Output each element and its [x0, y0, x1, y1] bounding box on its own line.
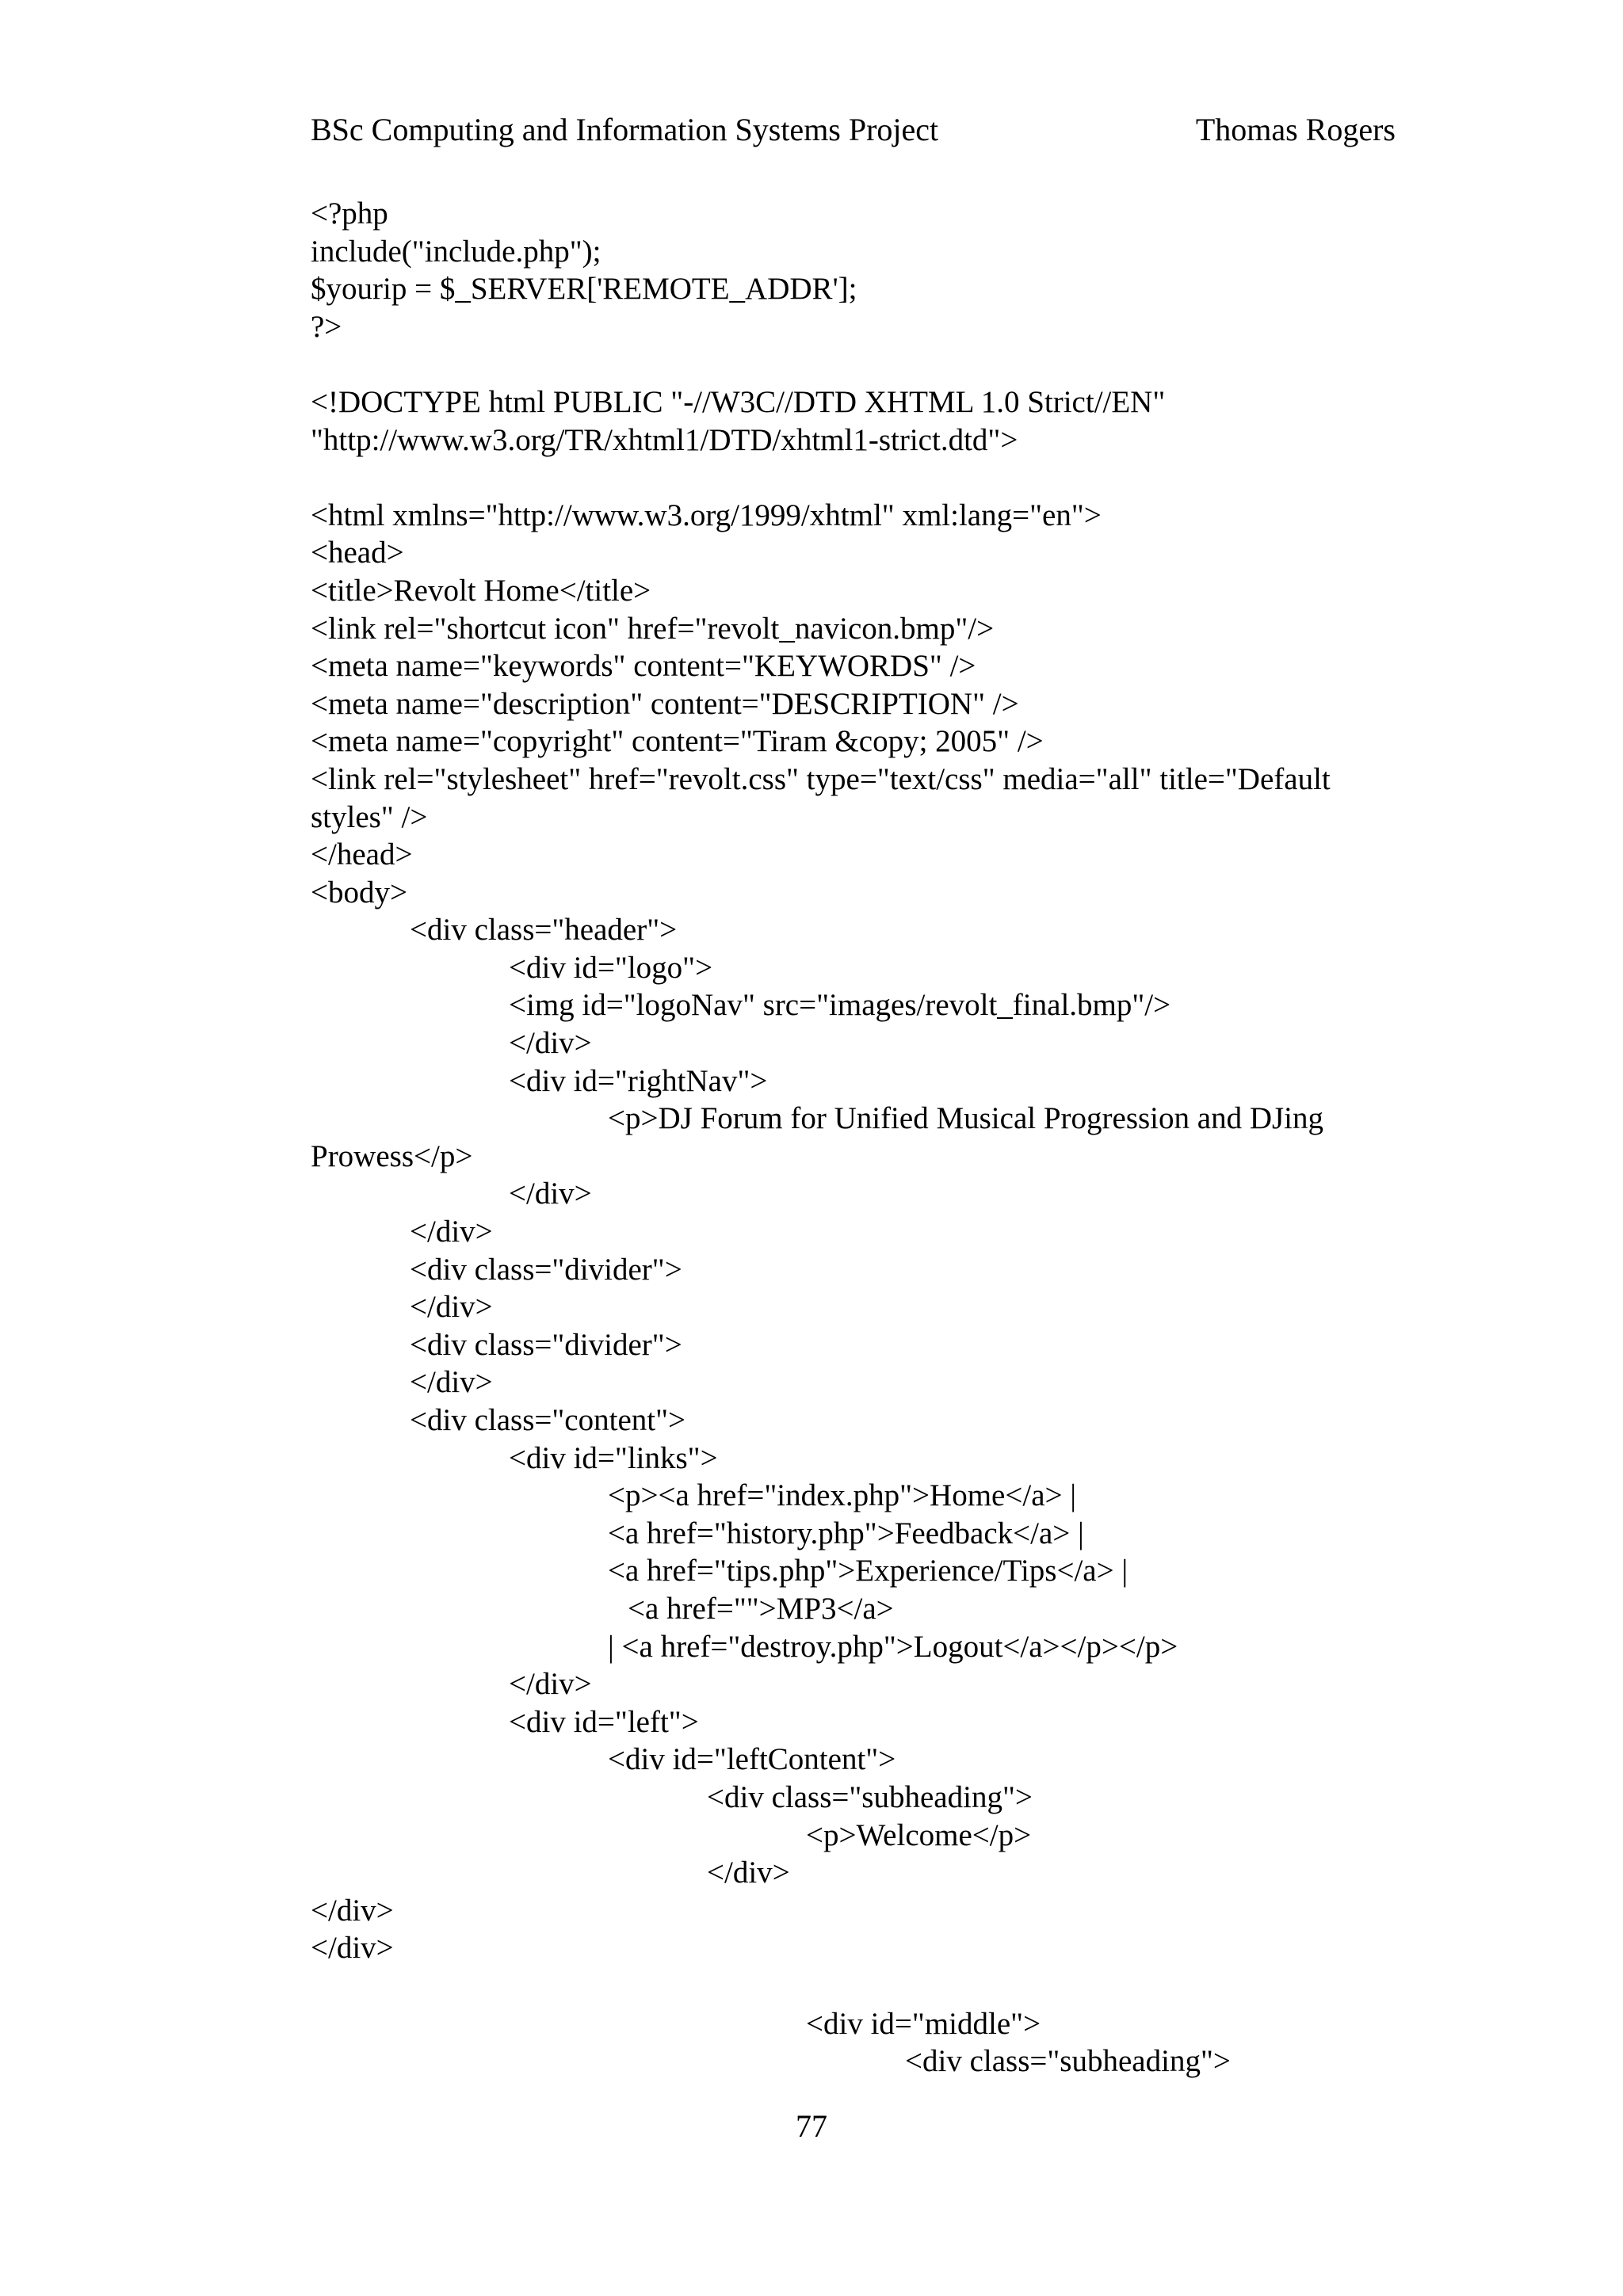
- code-line: <html xmlns="http://www.w3.org/1999/xhtml" xml:lang="en">: [311, 498, 1102, 532]
- code-line: include("include.php");: [311, 234, 601, 269]
- code-line: <div class="divider">: [410, 1252, 682, 1287]
- code-line: <a href="history.php">Feedback</a> |: [608, 1516, 1084, 1550]
- code-line: <meta name="description" content="DESCRIPTION" />: [311, 686, 1019, 721]
- code-line: <div id="logo">: [509, 950, 713, 985]
- code-line: <title>Revolt Home</title>: [311, 573, 651, 608]
- running-header-author: Thomas Rogers: [1195, 112, 1396, 147]
- code-line: <div id="links">: [509, 1440, 718, 1475]
- code-line: <head>: [311, 536, 404, 570]
- code-line: <div id="leftContent">: [608, 1742, 896, 1777]
- code-line: <meta name="copyright" content="Tiram &copy; 2005" />: [311, 724, 1044, 759]
- blank-line: [311, 345, 1412, 383]
- code-line: <?php: [311, 196, 388, 231]
- code-line: <img id="logoNav" src="images/revolt_final.bmp"/>: [509, 988, 1171, 1023]
- code-line: <p><a href="index.php">Home</a> |: [608, 1478, 1077, 1513]
- code-line: Prowess</p>: [311, 1138, 473, 1173]
- blank-line: [311, 459, 1412, 497]
- code-listing: [311, 195, 1412, 2081]
- code-line: </div>: [509, 1177, 592, 1211]
- code-line: <p>Welcome</p>: [806, 1817, 1032, 1852]
- blank-line: [311, 1967, 1412, 2005]
- code-line: <div id="rightNav">: [509, 1063, 768, 1098]
- code-line: | <a href="destroy.php">Logout</a></p></p>: [608, 1629, 1178, 1664]
- code-line: <div class="content">: [410, 1403, 686, 1437]
- page-number: 77: [796, 2108, 827, 2144]
- code-line: styles" />: [311, 799, 428, 834]
- code-line: <div id="left">: [509, 1704, 699, 1739]
- code-line: </div>: [707, 1855, 790, 1890]
- code-line: <a href="">MP3</a>: [628, 1591, 894, 1626]
- code-line: <p>DJ Forum for Unified Musical Progression and DJing: [608, 1101, 1323, 1136]
- code-line: </div>: [509, 1026, 592, 1061]
- code-line: </div>: [410, 1290, 493, 1325]
- code-line: "http://www.w3.org/TR/xhtml1/DTD/xhtml1-strict.dtd">: [311, 422, 1018, 457]
- code-line: <body>: [311, 875, 407, 910]
- running-header-title: BSc Computing and Information Systems Project: [311, 112, 939, 147]
- code-line: <link rel="shortcut icon" href="revolt_navicon.bmp"/>: [311, 611, 995, 646]
- code-line: </div>: [311, 1893, 394, 1928]
- code-line: </div>: [311, 1931, 394, 1966]
- code-line: <div class="header">: [410, 913, 678, 948]
- code-line: $yourip = $_SERVER['REMOTE_ADDR'];: [311, 272, 857, 307]
- code-line: <a href="tips.php">Experience/Tips</a> |: [608, 1554, 1128, 1589]
- code-line: <!DOCTYPE html PUBLIC "-//W3C//DTD XHTML 1.0 Strict//EN": [311, 384, 1166, 419]
- code-line: <div class="subheading">: [905, 2044, 1231, 2079]
- code-line: <div class="subheading">: [707, 1779, 1033, 1814]
- code-line: <div id="middle">: [806, 2006, 1041, 2041]
- code-line: </div>: [509, 1667, 592, 1702]
- code-line: </head>: [311, 837, 413, 872]
- code-line: <meta name="keywords" content="KEYWORDS" />: [311, 649, 976, 684]
- code-line: </div>: [410, 1365, 493, 1400]
- code-line: <div class="divider">: [410, 1327, 682, 1362]
- code-line: ?>: [311, 309, 342, 344]
- code-line: </div>: [410, 1215, 493, 1249]
- code-line: <link rel="stylesheet" href="revolt.css" type="text/css" media="all" title="Default: [311, 761, 1331, 796]
